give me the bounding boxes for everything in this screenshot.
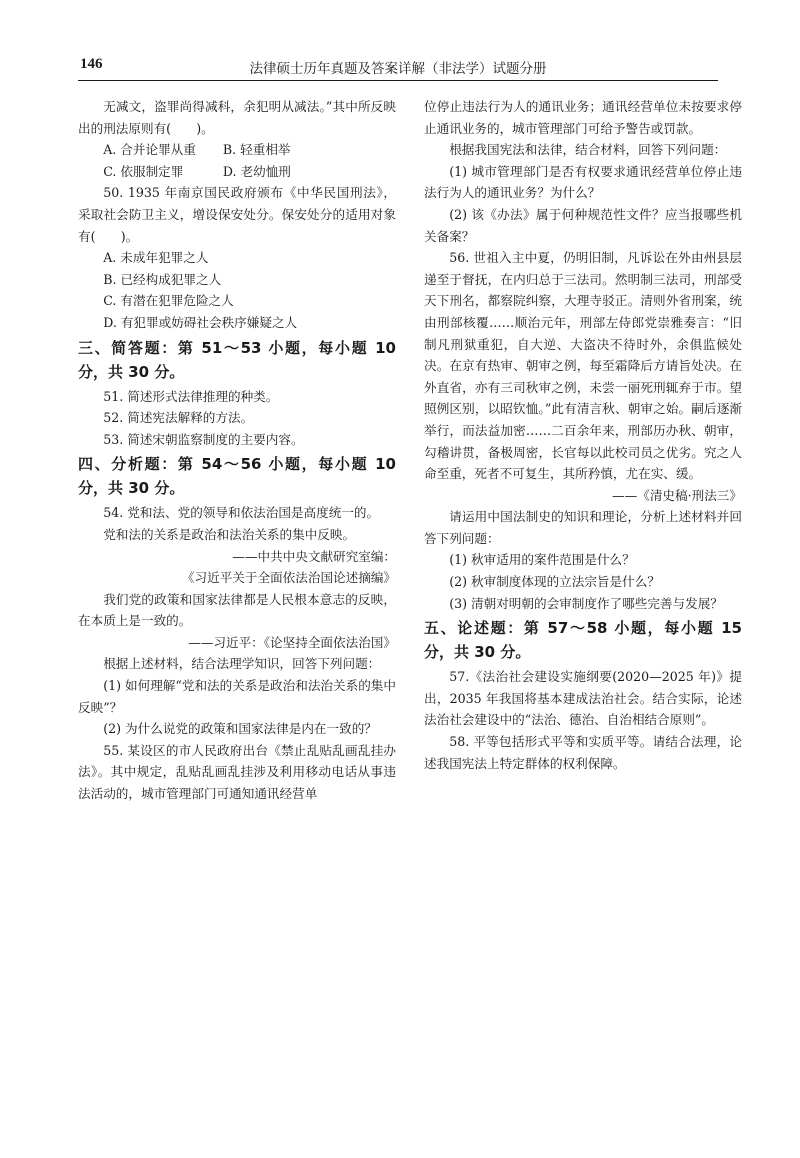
- q56-subquestion-2: (2) 秋审制度体现的立法宗旨是什么？: [449, 574, 660, 590]
- q50-option-a: A. 未成年犯罪之人: [103, 250, 209, 266]
- q54-source-1a: ——中共中央文献研究室编：: [232, 548, 396, 564]
- question-56: 56. 世祖入主中夏，仍明旧制，凡诉讼在外由州县层递至于督抚，在内归总于三法司。然明制三法司，刑部受天下刑名，都察院纠察，大理寺驳正。清则外省刑案，统由刑部核覆……顺治元年，刑部左侍郎党崇雅奏言：“旧制凡刑狱重犯，自大逆、大盗决不待时外，余俱监候处决。在京有热审、朝审之例，每至霜降后方请旨处决。在外直省，亦有三司秋审之例，未尝一丽死刑辄弃于市。望照例区别，以昭钦恤。”此有清言秋、朝审之始。嗣后逐渐举行，而法益加密……二百余年来，刑部历办秋、朝审，勾稽讲贯，备极周密，长官每以此校司员之优劣。究之人命至重，死者不可复生，其所矜慎，尤在实、缓。: [424, 250, 742, 482]
- q49-options-row1: [78, 139, 396, 161]
- q54-subquestion-2: (2) 为什么说党的政策和国家法律是内在一致的？: [103, 721, 377, 737]
- q49-option-b: B. 轻重相举: [222, 142, 291, 158]
- q49-options-row2: [78, 161, 396, 183]
- q56-subquestion-3: (3) 清朝对明朝的会审制度作了哪些完善与发展？: [449, 595, 723, 611]
- q55-subquestion-2: (2) 该《办法》属于何种规范性文件？应当报哪些机关备案？: [424, 206, 742, 244]
- section-3-heading: 三、简答题：第 51～53 小题，每小题 10 分，共 30 分。: [78, 338, 396, 381]
- q56-subquestion-1: (1) 秋审适用的案件范围是什么？: [449, 552, 635, 568]
- question-55: 55. 某设区的市人民政府出台《禁止乱贴乱画乱挂办法》。其中规定，乱贴乱画乱挂涉及利用移动电话从事违法活动的，城市管理部门可通知通讯经营单: [78, 742, 396, 802]
- question-52: 52. 简述宪法解释的方法。: [103, 410, 254, 426]
- running-header: [78, 56, 718, 81]
- q54-instruction: 根据上述材料，结合法理学知识，回答下列问题：: [103, 656, 381, 672]
- q54-source-1b: 《习近平关于全面依法治国论述摘编》: [181, 570, 396, 586]
- question-58: 58. 平等包括形式平等和实质平等。请结合法理，论述我国宪法上特定群体的权利保障。: [424, 734, 742, 771]
- q54-subquestion-1: (1) 如何理解“党和法的关系是政治和法治关系的集中反映”？: [78, 678, 396, 715]
- page-number: 146: [80, 56, 103, 72]
- q50-option-d: D. 有犯罪或妨碍社会秩序嫌疑之人: [103, 314, 298, 330]
- q54-quote-2: 我们党的政策和国家法律都是人民根本意志的反映，在本质上是一致的。: [78, 591, 396, 629]
- q49-continuation: 无减文，盗罪尚得减科，余犯明从减法。”其中所反映出的刑法原则有( )。: [78, 99, 396, 136]
- q49-option-d: D. 老幼恤刑: [222, 163, 291, 179]
- right-column: [424, 96, 742, 774]
- question-54: 54. 党和法、党的领导和依法治国是高度统一的。: [103, 505, 380, 521]
- q55-continuation: 位停止违法行为人的通讯业务；通讯经营单位未按要求停止通讯业务的，城市管理部门可给予警告或罚款。: [424, 99, 742, 136]
- q56-source: ——《清史稿·刑法三》: [612, 487, 742, 503]
- question-50: 50. 1935 年南京国民政府颁布《中华民国刑法》，采取社会防卫主义，增设保安处分。保安处分的适用对象有( )。: [78, 185, 396, 244]
- section-4-heading: 四、分析题：第 54～56 小题，每小题 10 分，共 30 分。: [78, 455, 396, 498]
- section-5-heading: 五、论述题：第 57～58 小题，每小题 15 分，共 30 分。: [424, 619, 742, 662]
- q55-subquestion-1: (1) 城市管理部门是否有权要求通讯经营单位停止违法行为人的通讯业务？为什么？: [424, 163, 742, 201]
- q54-quote-1: 党和法的关系是政治和法治关系的集中反映。: [103, 526, 356, 542]
- q50-option-b: B. 已经构成犯罪之人: [103, 271, 222, 287]
- q50-option-c: C. 有潜在犯罪危险之人: [103, 293, 234, 309]
- q49-option-c: C. 依服制定罪: [103, 163, 184, 179]
- q54-source-2: ——习近平：《论坚持全面依法治国》: [188, 634, 396, 650]
- question-57: 57.《法治社会建设实施纲要(2020—2025 年)》提出，2035 年我国将基本建成法治社会。结合实际，论述法治社会建设中的“法治、德治、自治相结合原则”。: [424, 669, 742, 728]
- q56-instruction: 请运用中国法制史的知识和理论，分析上述材料并回答下列问题：: [424, 509, 742, 546]
- book-title: 法律硕士历年真题及答案详解（非法学）试题分册: [249, 61, 547, 77]
- question-53: 53. 简述宋朝监察制度的主要内容。: [103, 431, 304, 447]
- q55-instruction: 根据我国宪法和法律，结合材料，回答下列问题：: [449, 142, 727, 158]
- q49-option-a: A. 合并论罪从重: [103, 142, 196, 158]
- question-51: 51. 简述形式法律推理的种类。: [103, 388, 279, 404]
- left-column: [78, 96, 396, 805]
